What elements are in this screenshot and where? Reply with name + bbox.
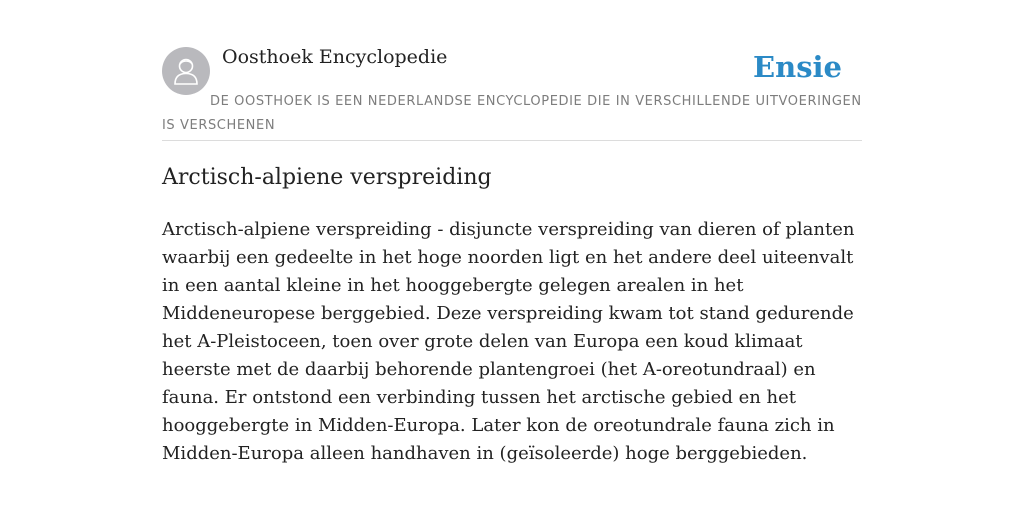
source-description: DE OOSTHOEK IS EEN NEDERLANDSE ENCYCLOPEDIE DIE IN VERSCHILLENDE UITVOERINGEN IS VERSCHENEN [162, 94, 862, 133]
article [162, 162, 866, 468]
avatar[interactable] [162, 47, 210, 95]
source-title-link[interactable]: Oosthoek Encyclopedie [222, 46, 448, 68]
user-icon [172, 56, 200, 86]
source-header [162, 44, 862, 141]
article-title: Arctisch-alpiene verspreiding [162, 165, 492, 190]
article-body: Arctisch-alpiene verspreiding - disjuncte verspreiding van dieren of planten waarbij een gedeelte in het hoge noorden ligt en het andere deel uiteenvalt in een aantal kleine in het hooggebergte gelegen arealen in het Middeneuropese berggebied. Deze verspreiding kwam tot stand gedurende het A-Pleistoceen, toen over grote delen van Europa een koud klimaat heerste met de daarbij behorende plantengroei (het A-oreotundraal) en fauna. Er ontstond een verbinding tussen het arctische gebied en het hooggebergte in Midden-Europa. Later kon de oreotundrale fauna zich in Midden-Europa alleen handhaven in (geïsoleerde) hoge berggebieden. [162, 219, 855, 464]
brand-logo[interactable]: Ensie [753, 50, 842, 84]
